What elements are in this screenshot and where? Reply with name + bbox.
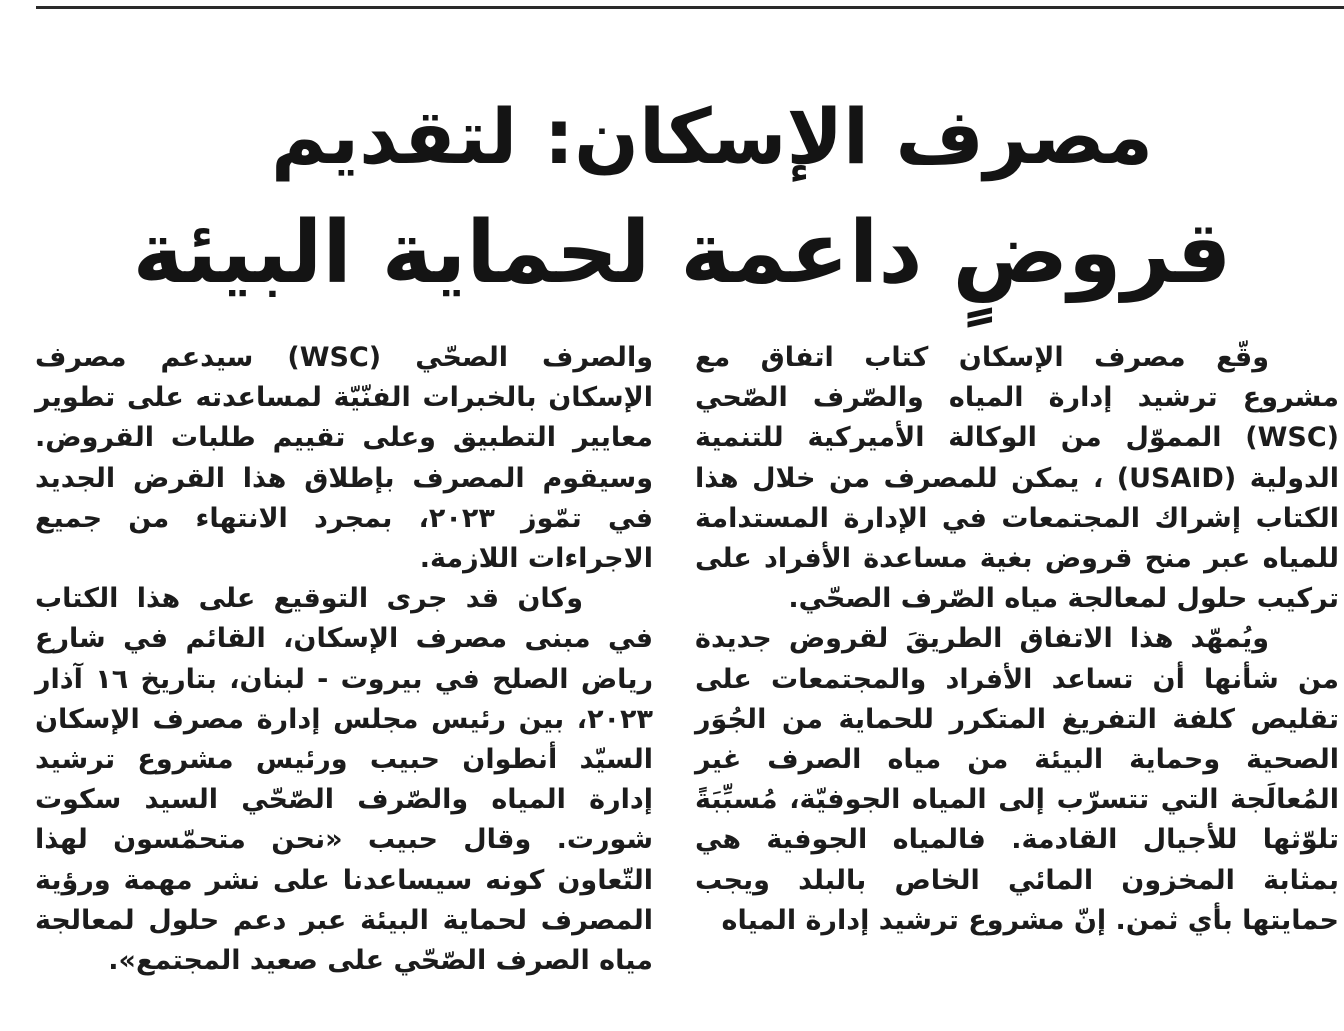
top-rule [36, 6, 1344, 9]
article-column-right [695, 338, 1339, 941]
left-column-paragraph-2: وكان قد جرى التوقيع على هذا الكتاب في مبنى مصرف الإسكان، القائم في شارع رياض الصلح في بيروت - لبنان، بتاريخ ١٦ آذار ٢٠٢٣، بين رئيس مجلس إدارة مصرف الإسكان السيّد أنطوان حبيب ورئيس مشروع ترشيد إدارة المياه والصّرف الصّحّي السيد سكوت شورت. وقال حبيب «نحن متحمّسون لهذا التّعاون كونه سيساعدنا على نشر مهمة ورؤية المصرف لحماية البيئة عبر دعم حلول لمعالجة مياه الصرف الصّحّي على صعيد المجتمع». [35, 583, 653, 977]
article-column-left [35, 338, 653, 981]
right-column-paragraph-1: وقّع مصرف الإسكان كتاب اتفاق مع مشروع ترشيد إدارة المياه والصّرف الصّحي (WSC) المموّل من الوكالة الأميركية للتنمية الدولية (USAID) ، يمكن للمصرف من خلال هذا الكتاب إشراك المجتمعات في الإدارة المستدامة للمياه عبر منح قروض بغية مساعدة الأفراد على تركيب حلول لمعالجة مياه الصّرف الصحّي. [695, 342, 1339, 615]
left-column-paragraph-1: والصرف الصحّي (WSC) سيدعم مصرف الإسكان بالخبرات الفنّيّة لمساعدته على تطوير معايير التطبيق وعلى تقييم طلبات القروض. وسيقوم المصرف بإطلاق هذا القرض الجديد في تمّوز ٢٠٢٣، بمجرد الانتهاء من جميع الاجراءات اللازمة. [35, 342, 653, 575]
article-headline [0, 81, 1344, 313]
headline-line-2: قروضٍ داعمة لحماية البيئة [132, 203, 1232, 304]
right-column-paragraph-2: ويُمهّد هذا الاتفاق الطريقَ لقروض جديدة من شأنها أن تساعد الأفراد والمجتمعات على تقليص كلفة التفريغ المتكرر للحماية من الجُوَر الصحية وحماية البيئة من مياه الصرف غير المُعالَجة التي تتسرّب إلى المياه الجوفيّة، مُسبِّبَةً تلوّثها للأجيال القادمة. فالمياه الجوفية هي بمثابة المخزون المائي الخاص بالبلد ويجب حمايتها بأي ثمن. إنّ مشروع ترشيد إدارة المياه [695, 623, 1339, 936]
headline-line-1: مصرف الإسكان: لتقديم [270, 92, 1154, 182]
